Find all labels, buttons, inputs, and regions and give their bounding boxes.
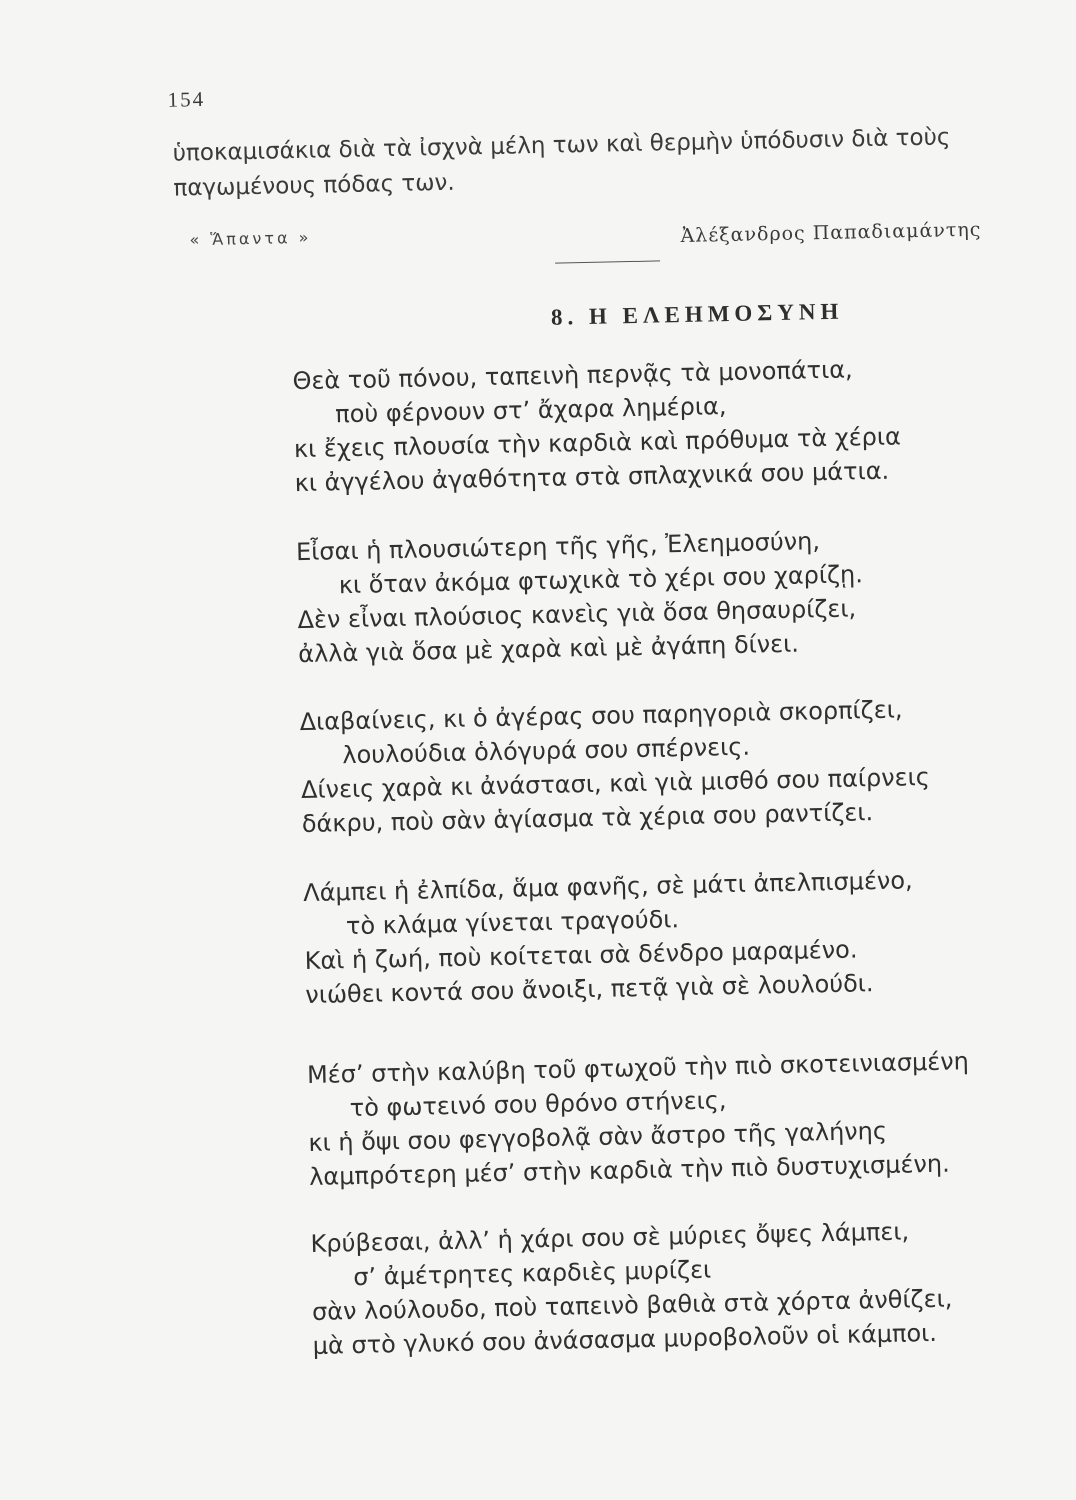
poem-line: τὸ φωτεινό σου θρόνο στήνεις, (349, 1086, 727, 1123)
poem-line: κι ἀγγέλου ἀγαθότητα στὰ σπλαχνικά σου μάτια. (294, 456, 890, 498)
poem-line: δάκρυ, ποὺ σὰν ἁγίασμα τὰ χέρια σου ραντίζει. (301, 798, 874, 839)
poem-line: λουλούδια ὁλόγυρά σου σπέρνεις. (342, 732, 751, 770)
poem-line: ἀλλὰ γιὰ ὅσα μὲ χαρὰ καὶ μὲ ἀγάπη δίνει. (297, 629, 800, 669)
prose-line: ὑποκαμισάκια διὰ τὰ ἰσχνὰ μέλη των καὶ θερμὴν ὑπόδυσιν διὰ τοὺς (172, 124, 951, 167)
prose-paragraph (172, 120, 951, 206)
poem-line: κι ὅταν ἀκόμα φτωχικὰ τὸ χέρι σου χαρίζῃ. (338, 560, 864, 600)
poem-title: 8. Η ΕΛΕΗΜΟΣΥΝΗ (550, 298, 844, 330)
section-divider (555, 260, 660, 263)
poem-line: Δίνεις χαρὰ κι ἀνάστασι, καὶ γιὰ μισθό σου παίρνεις (300, 762, 931, 805)
poem-line: νιώθει κοντά σου ἄνοιξι, πετᾷ γιὰ σὲ λουλούδι. (305, 969, 874, 1010)
poem-line: σὰν λούλουδο, ποὺ ταπεινὸ βαθιὰ στὰ χόρτα ἀνθίζει, (311, 1284, 953, 1326)
poem-line: ποὺ φέρνουν στ’ ἄχαρα λημέρια, (334, 392, 727, 429)
citation-author: Ἀλέξανδρος Παπαδιαμάντης (680, 218, 982, 247)
page-number: 154 (167, 86, 206, 112)
poem-stanza (296, 523, 865, 671)
poem-line: σ’ ἀμέτρητες καρδιὲς μυρίζει (353, 1255, 712, 1292)
poem-line: κι ἔχεις πλουσία τὴν καρδιὰ καὶ πρόθυμα τὰ χέρια (293, 422, 902, 464)
page-sheet (126, 51, 1054, 1420)
poem-stanza (310, 1214, 953, 1363)
poem-stanza (292, 351, 902, 500)
poem-line: Μέσ’ στὴν καλύβη τοῦ φτωχοῦ τὴν πιὸ σκοτεινιασμένη (306, 1047, 970, 1089)
poem-line: Καὶ ἡ ζωή, ποὺ κοίτεται σὰ δένδρο μαραμένο. (304, 935, 858, 976)
poem-stanza (307, 1044, 972, 1194)
poem-line: Διαβαίνεις, κι ὁ ἀγέρας σου παρηγοριὰ σκορπίζει, (299, 695, 903, 737)
poem-line: λαμπρότερη μέσ’ στὴν καρδιὰ τὴν πιὸ δυστυχισμένη. (308, 1149, 950, 1191)
poem-line: Λάμπει ἡ ἐλπίδα, ἅμα φανῆς, σὲ μάτι ἀπελπισμένο, (302, 866, 913, 908)
poem-line: Εἶσαι ἡ πλουσιώτερη τῆς γῆς, Ἐλεημοσύνη, (295, 527, 821, 567)
poem-stanza (299, 692, 931, 841)
poem-line: κι ἡ ὄψι σου φεγγοβολᾷ σὰν ἄστρο τῆς γαλήνης (308, 1116, 888, 1157)
prose-line: παγωμένους πόδας των. (173, 169, 455, 202)
poem-line: τὸ κλάμα γίνεται τραγούδι. (345, 905, 680, 941)
citation-source: « Ἅπαντα » (189, 227, 312, 250)
poem-line: Κρύβεσαι, ἀλλ’ ἡ χάρι σου σὲ μύριες ὄψες λάμπει, (310, 1217, 910, 1258)
poem-line: μὰ στὸ γλυκό σου ἀνάσασμα μυροβολοῦν οἱ κάμποι. (312, 1318, 938, 1360)
poem-line: Δὲν εἶναι πλούσιος κανεὶς γιὰ ὅσα θησαυρίζει, (297, 594, 857, 635)
poem-line: Θεὰ τοῦ πόνου, ταπεινὴ περνᾷς τὰ μονοπάτια, (292, 355, 853, 396)
poem-stanza (303, 863, 915, 1012)
